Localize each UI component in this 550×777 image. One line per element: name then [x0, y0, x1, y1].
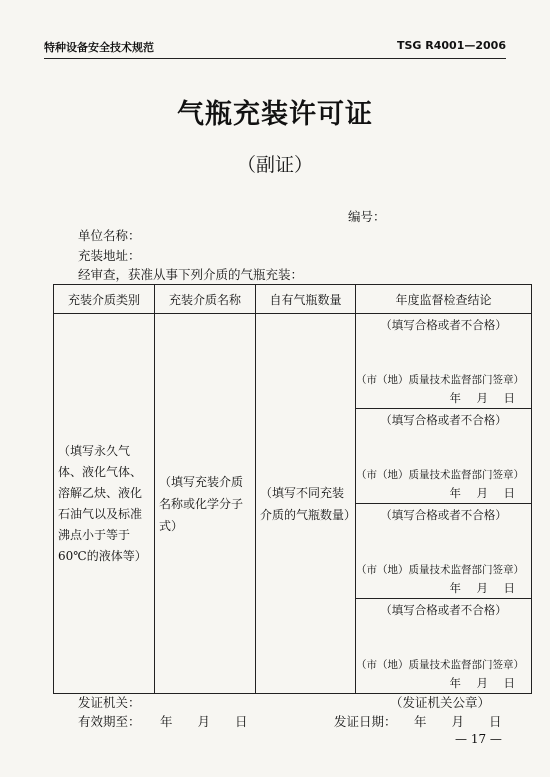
- issue-date-label: 发证日期：: [334, 714, 397, 729]
- inspection-result-cell: [356, 599, 532, 694]
- result-seal: （市（地）质量技术监督部门签章）: [356, 564, 524, 576]
- medium-name-cell: （填写充装介质名称或化学分子式）: [155, 314, 256, 694]
- running-header: [44, 36, 506, 59]
- inspection-result-cell: [356, 409, 532, 504]
- document-subtitle: （副证）: [236, 154, 313, 176]
- result-seal: （市（地）质量技术监督部门签章）: [356, 469, 524, 481]
- result-date: 年 月 日: [449, 486, 517, 500]
- issuer-label: 发证机关：: [78, 695, 141, 710]
- result-date: 年 月 日: [449, 581, 517, 595]
- table-row: [54, 314, 532, 409]
- header-left: 特种设备安全技术规范: [44, 41, 154, 54]
- result-seal: （市（地）质量技术监督部门签章）: [356, 659, 524, 671]
- column-header: 年度监督检查结论: [356, 285, 532, 314]
- column-header: 自有气瓶数量: [256, 285, 356, 314]
- unit-name-label: 单位名称：: [78, 228, 141, 243]
- valid-until-date: 年 月 日: [160, 714, 248, 729]
- column-header: 充装介质名称: [155, 285, 256, 314]
- inspection-result-cell: [356, 314, 532, 409]
- result-instruction: （填写合格或者不合格）: [380, 508, 507, 522]
- valid-until-label: 有效期至：: [78, 714, 141, 729]
- permit-table: [53, 284, 532, 694]
- filling-address-label: 充装地址：: [78, 248, 141, 263]
- header-right: TSG R4001—2006: [397, 39, 506, 52]
- result-date: 年 月 日: [449, 391, 517, 405]
- result-instruction: （填写合格或者不合格）: [380, 603, 507, 617]
- result-instruction: （填写合格或者不合格）: [380, 413, 507, 427]
- medium-category-cell: （填写永久气体、液化气体、溶解乙炔、液化石油气以及标准沸点小于等于60℃的液体等）: [54, 314, 155, 694]
- column-header: 充装介质类别: [54, 285, 155, 314]
- intro-text: 经审查，获准从事下列介质的气瓶充装：: [78, 267, 304, 282]
- issue-date-value: 年 月 日: [414, 714, 502, 729]
- result-seal: （市（地）质量技术监督部门签章）: [356, 374, 524, 386]
- inspection-result-cell: [356, 504, 532, 599]
- issuer-seal: （发证机关公章）: [390, 695, 491, 710]
- result-instruction: （填写合格或者不合格）: [380, 318, 507, 332]
- table-header-row: [54, 285, 532, 314]
- page-number: — 17 —: [455, 732, 502, 746]
- cylinder-quantity-cell: （填写不同充装介质的气瓶数量）: [256, 314, 356, 694]
- document-title: 气瓶充装许可证: [177, 99, 373, 130]
- serial-number-label: 编号：: [348, 209, 386, 224]
- result-date: 年 月 日: [449, 676, 517, 690]
